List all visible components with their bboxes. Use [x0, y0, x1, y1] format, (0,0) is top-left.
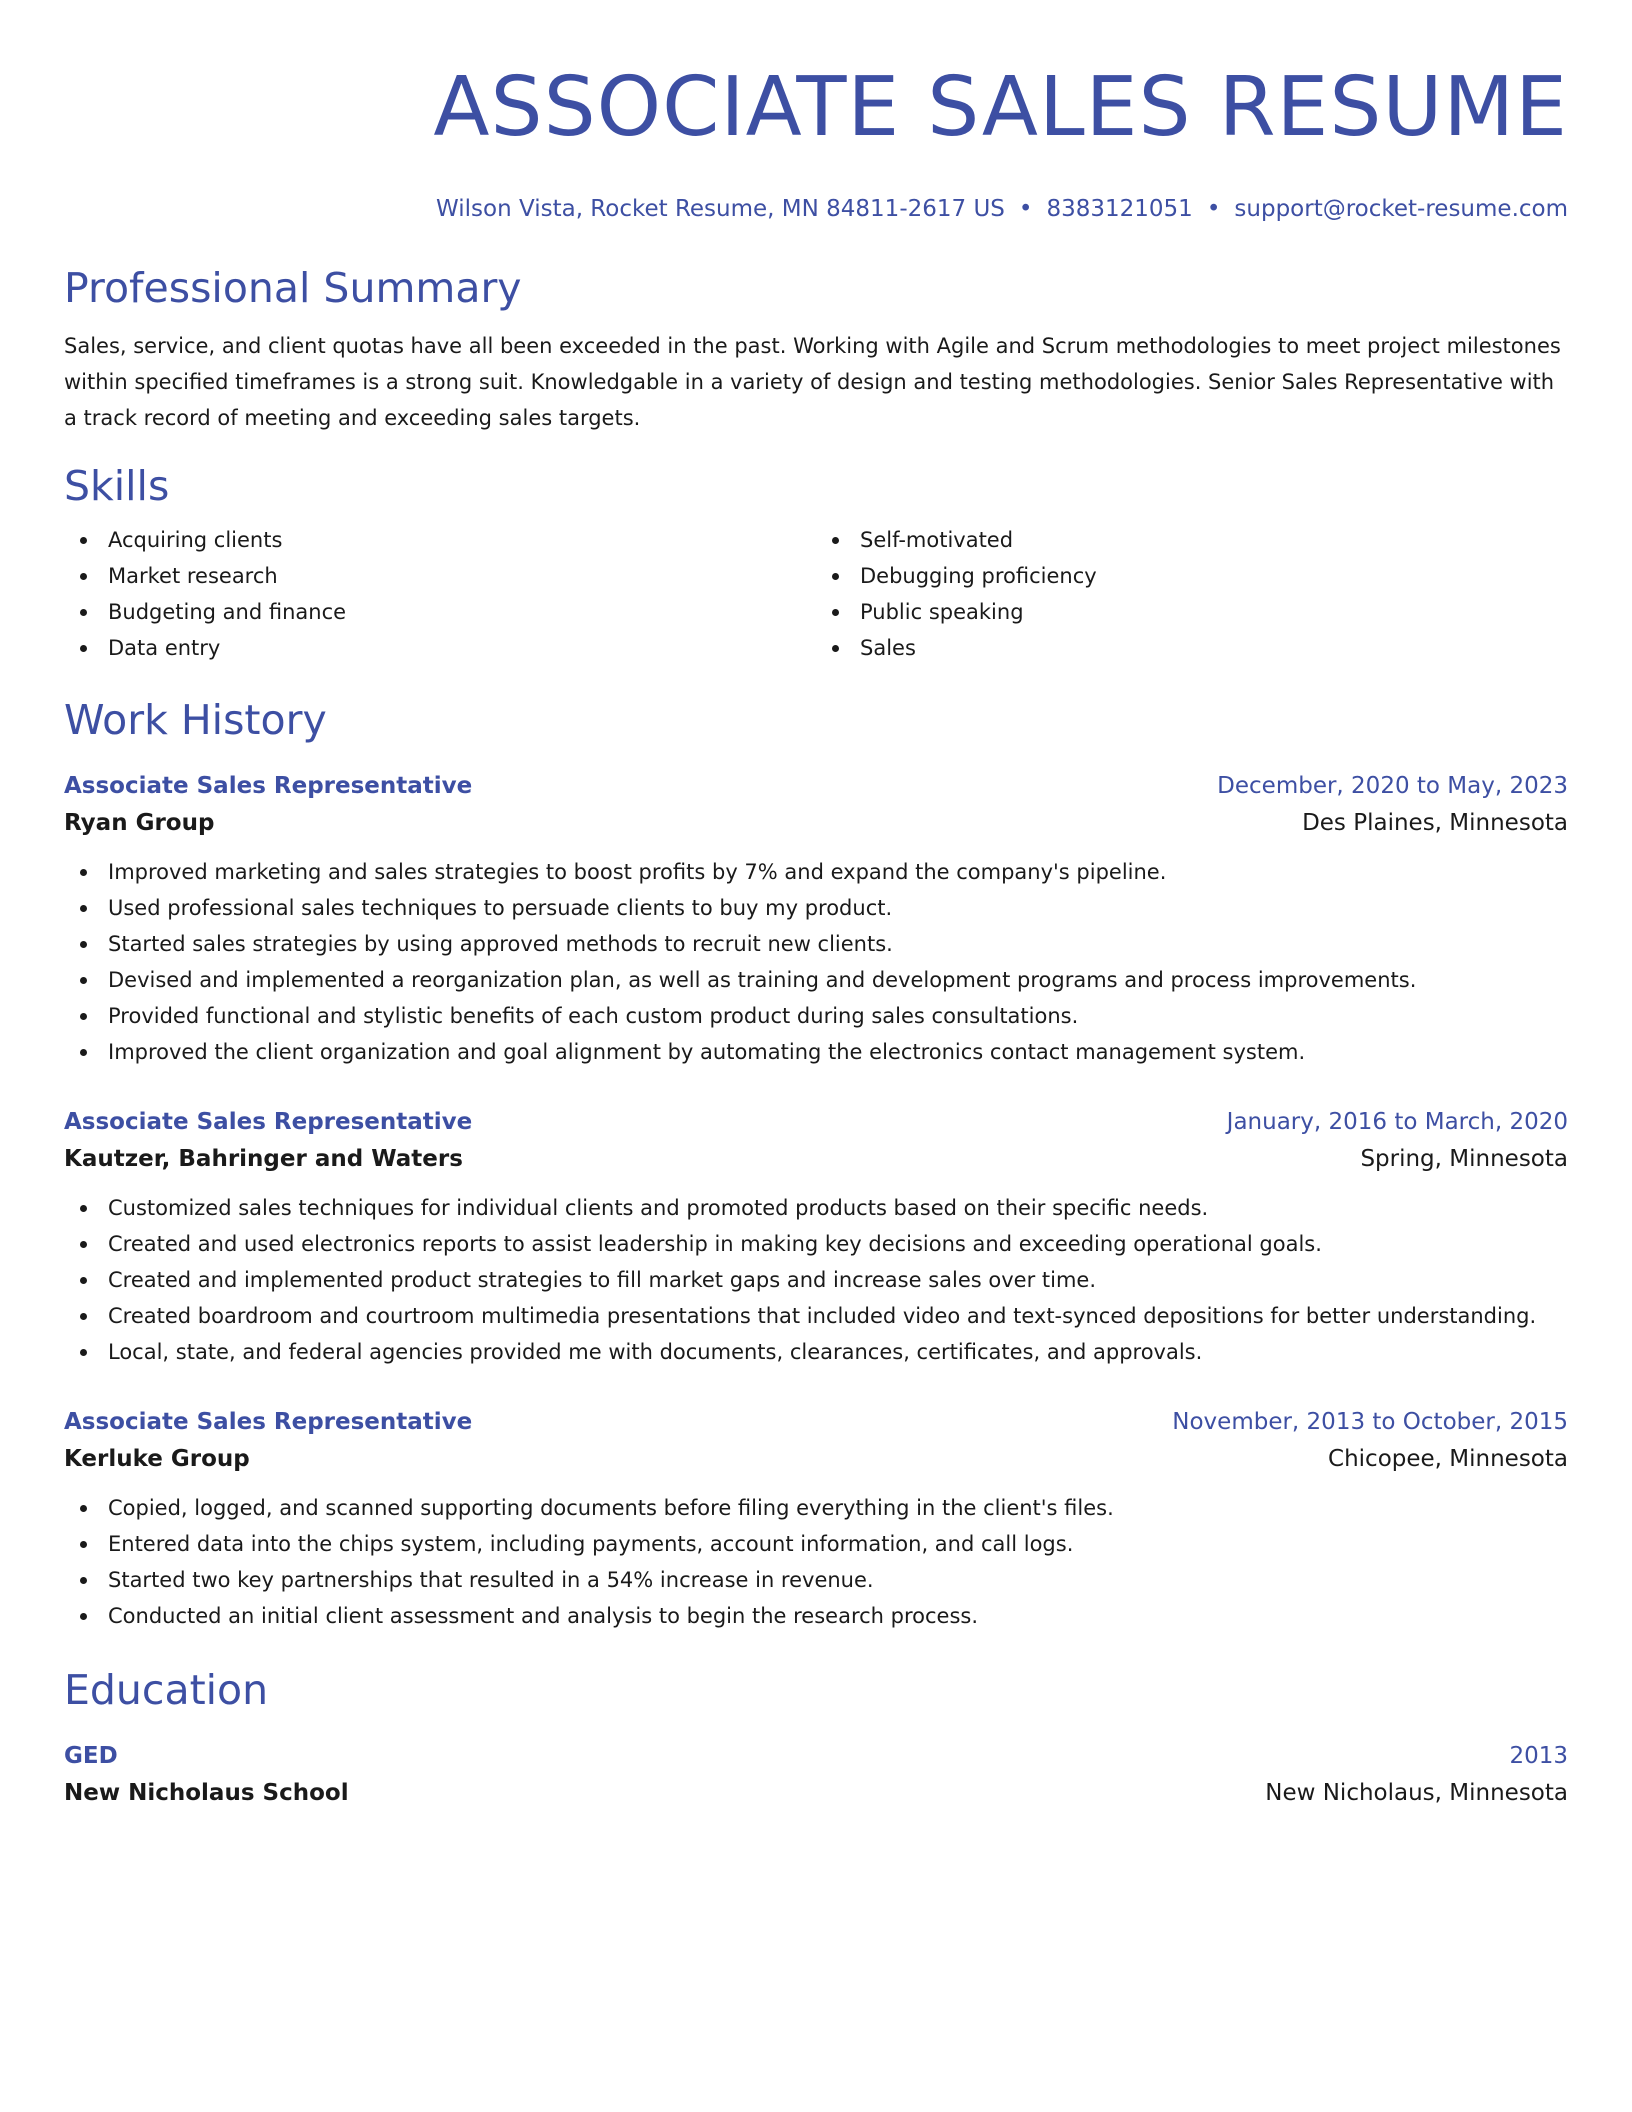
job-role: Associate Sales Representative — [64, 1409, 473, 1435]
skill-item: Self-motivated — [816, 522, 1568, 558]
contact-phone: 8383121051 — [1046, 196, 1193, 222]
job-entry — [64, 768, 1568, 1070]
job-location: Chicopee, Minnesota — [1328, 1446, 1568, 1472]
skills-columns — [64, 522, 1568, 666]
education-school: New Nicholaus School — [64, 1780, 349, 1806]
resume-header — [64, 56, 1568, 224]
job-header-row — [64, 1404, 1568, 1440]
skill-item: Public speaking — [816, 594, 1568, 630]
contact-separator: • — [1206, 196, 1221, 222]
job-bullet: Created and implemented product strategies to fill market gaps and increase sales over time. — [64, 1262, 1568, 1298]
skill-item: Budgeting and finance — [64, 594, 816, 630]
summary-text: Sales, service, and client quotas have all been exceeded in the past. Working with Agile and Scrum methodologies to meet project milestones within specified timeframes is a strong suit. Knowledgable in a variety of design and testing methodologies. Senior Sales Representative with a track record of meeting and exceeding sales targets. — [64, 334, 1561, 430]
job-company-row — [64, 1440, 1568, 1478]
skill-item: Market research — [64, 558, 816, 594]
job-bullet: Devised and implemented a reorganization plan, as well as training and development programs and process improvements. — [64, 962, 1568, 998]
contact-address: Wilson Vista, Rocket Resume, MN 84811-2617 US — [436, 196, 1005, 222]
job-location: Des Plaines, Minnesota — [1302, 810, 1568, 836]
work-history-heading: Work History — [64, 696, 327, 744]
education-heading: Education — [64, 1666, 269, 1714]
skills-heading: Skills — [64, 462, 170, 510]
education-year: 2013 — [1509, 1743, 1568, 1769]
work-history-section — [64, 694, 1568, 1634]
skill-item: Debugging proficiency — [816, 558, 1568, 594]
skill-item: Acquiring clients — [64, 522, 816, 558]
skills-list-right — [816, 522, 1568, 666]
job-bullets — [64, 854, 1568, 1070]
job-header-row — [64, 768, 1568, 804]
summary-section — [64, 262, 1568, 436]
job-bullet: Created and used electronics reports to assist leadership in making key decisions and exceeding operational goals. — [64, 1226, 1568, 1262]
job-company-row — [64, 1140, 1568, 1178]
skill-item: Sales — [816, 630, 1568, 666]
job-header-row — [64, 1104, 1568, 1140]
job-role: Associate Sales Representative — [64, 773, 473, 799]
job-bullet: Conducted an initial client assessment and analysis to begin the research process. — [64, 1598, 1568, 1634]
contact-line — [64, 194, 1568, 224]
job-bullet: Customized sales techniques for individual clients and promoted products based on their specific needs. — [64, 1190, 1568, 1226]
job-bullet: Started two key partnerships that resulted in a 54% increase in revenue. — [64, 1562, 1568, 1598]
job-bullet: Created boardroom and courtroom multimedia presentations that included video and text-synced depositions for better understanding. — [64, 1298, 1568, 1334]
job-company: Ryan Group — [64, 810, 215, 836]
skills-list-left — [64, 522, 816, 666]
job-bullet: Started sales strategies by using approved methods to recruit new clients. — [64, 926, 1568, 962]
contact-separator: • — [1018, 196, 1033, 222]
job-bullets — [64, 1490, 1568, 1634]
job-bullet: Improved the client organization and goal alignment by automating the electronics contact management system. — [64, 1034, 1568, 1070]
education-school-row — [64, 1774, 1568, 1812]
contact-email: support@rocket-resume.com — [1234, 196, 1568, 222]
job-bullet: Used professional sales techniques to persuade clients to buy my product. — [64, 890, 1568, 926]
job-entry — [64, 1104, 1568, 1370]
job-entry — [64, 1404, 1568, 1634]
job-location: Spring, Minnesota — [1360, 1146, 1568, 1172]
skill-item: Data entry — [64, 630, 816, 666]
education-location: New Nicholaus, Minnesota — [1265, 1780, 1568, 1806]
job-bullet: Provided functional and stylistic benefits of each custom product during sales consultations. — [64, 998, 1568, 1034]
education-entry — [64, 1738, 1568, 1812]
job-company-row — [64, 804, 1568, 842]
education-header-row — [64, 1738, 1568, 1774]
resume-title: ASSOCIATE SALES RESUME — [433, 60, 1568, 155]
skills-section — [64, 460, 1568, 666]
education-section — [64, 1664, 1568, 1812]
job-bullets — [64, 1190, 1568, 1370]
education-degree: GED — [64, 1743, 118, 1769]
job-bullet: Copied, logged, and scanned supporting documents before filing everything in the client's files. — [64, 1490, 1568, 1526]
job-dates: January, 2016 to March, 2020 — [1226, 1109, 1568, 1135]
job-bullet: Improved marketing and sales strategies to boost profits by 7% and expand the company's pipeline. — [64, 854, 1568, 890]
job-dates: November, 2013 to October, 2015 — [1172, 1409, 1568, 1435]
job-bullet: Local, state, and federal agencies provided me with documents, clearances, certificates, and approvals. — [64, 1334, 1568, 1370]
job-company: Kautzer, Bahringer and Waters — [64, 1146, 463, 1172]
job-company: Kerluke Group — [64, 1446, 250, 1472]
summary-heading: Professional Summary — [64, 264, 522, 312]
job-dates: December, 2020 to May, 2023 — [1217, 773, 1568, 799]
job-role: Associate Sales Representative — [64, 1109, 473, 1135]
job-bullet: Entered data into the chips system, including payments, account information, and call logs. — [64, 1526, 1568, 1562]
